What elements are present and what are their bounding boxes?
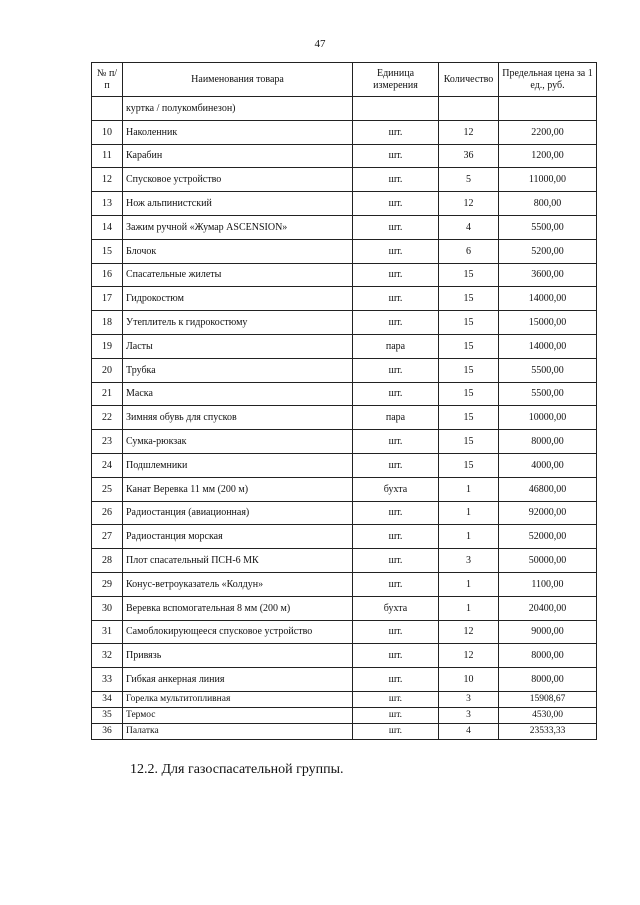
header-price: Предельная цена за 1 ед., руб. [499,63,597,97]
cell-name: Карабин [123,144,353,168]
cell-qty: 36 [439,144,499,168]
cell-qty [439,97,499,121]
cell-qty: 15 [439,453,499,477]
cell-price: 3600,00 [499,263,597,287]
cell-qty: 12 [439,644,499,668]
cell-price: 15000,00 [499,311,597,335]
cell-qty: 15 [439,287,499,311]
cell-price: 1100,00 [499,572,597,596]
cell-num: 17 [92,287,123,311]
cell-num: 14 [92,215,123,239]
header-name: Наименования товара [123,63,353,97]
table-row-continuation [92,97,597,121]
cell-name: Радиостанция (авиационная) [123,501,353,525]
cell-qty: 3 [439,707,499,723]
cell-num: 28 [92,549,123,573]
cell-qty: 15 [439,358,499,382]
cell-unit: шт. [353,382,439,406]
cell-price: 8000,00 [499,644,597,668]
cell-unit: шт. [353,707,439,723]
cell-qty: 15 [439,334,499,358]
cell-num: 22 [92,406,123,430]
table-row [92,382,597,406]
cell-price: 2200,00 [499,120,597,144]
cell-unit: шт. [353,120,439,144]
cell-price: 1200,00 [499,144,597,168]
cell-num: 34 [92,691,123,707]
cell-name: Гидрокостюм [123,287,353,311]
cell-unit: шт. [353,723,439,739]
cell-num: 20 [92,358,123,382]
cell-qty: 12 [439,620,499,644]
cell-unit: шт. [353,453,439,477]
table-row [92,691,597,707]
cell-price: 14000,00 [499,334,597,358]
cell-unit: шт. [353,644,439,668]
table-row [92,406,597,430]
cell-num: 25 [92,477,123,501]
cell-num: 23 [92,430,123,454]
cell-num: 10 [92,120,123,144]
cell-name: Гибкая анкерная линия [123,668,353,692]
cell-unit: пара [353,334,439,358]
cell-qty: 5 [439,168,499,192]
cell-unit: бухта [353,477,439,501]
cell-unit: шт. [353,430,439,454]
cell-num: 27 [92,525,123,549]
cell-name: Зимняя обувь для спусков [123,406,353,430]
cell-name: Канат Веревка 11 мм (200 м) [123,477,353,501]
cell-unit: шт. [353,525,439,549]
cell-num: 35 [92,707,123,723]
cell-num: 16 [92,263,123,287]
cell-num: 33 [92,668,123,692]
cell-unit: шт. [353,168,439,192]
cell-price: 5500,00 [499,358,597,382]
cell-name: Трубка [123,358,353,382]
cell-price [499,97,597,121]
cell-qty: 10 [439,668,499,692]
table-row [92,120,597,144]
section-heading: 12.2. Для газоспасательной группы. [130,762,344,777]
cell-price: 5500,00 [499,382,597,406]
cell-price: 800,00 [499,192,597,216]
cell-price: 8000,00 [499,430,597,454]
cell-name: Горелка мультитопливная [123,691,353,707]
table-row [92,144,597,168]
cell-name: куртка / полукомбинезон) [123,97,353,121]
cell-unit: шт. [353,620,439,644]
cell-price: 46800,00 [499,477,597,501]
cell-num: 30 [92,596,123,620]
cell-price: 8000,00 [499,668,597,692]
cell-name: Сумка-рюкзак [123,430,353,454]
table-row [92,263,597,287]
cell-unit: шт. [353,311,439,335]
table-row [92,644,597,668]
cell-price: 23533,33 [499,723,597,739]
table-row [92,525,597,549]
table-row [92,501,597,525]
table-header-row [92,63,597,97]
cell-name: Термос [123,707,353,723]
cell-unit: шт. [353,358,439,382]
cell-qty: 15 [439,406,499,430]
cell-num: 15 [92,239,123,263]
cell-name: Радиостанция морская [123,525,353,549]
cell-name: Наколенник [123,120,353,144]
cell-name: Веревка вспомогательная 8 мм (200 м) [123,596,353,620]
cell-unit: шт. [353,144,439,168]
table-row [92,477,597,501]
cell-price: 11000,00 [499,168,597,192]
cell-num: 11 [92,144,123,168]
cell-qty: 1 [439,596,499,620]
table-row [92,311,597,335]
header-num: № п/п [92,63,123,97]
cell-price: 10000,00 [499,406,597,430]
table-row [92,596,597,620]
cell-qty: 6 [439,239,499,263]
cell-price: 9000,00 [499,620,597,644]
cell-num: 31 [92,620,123,644]
cell-num [92,97,123,121]
cell-name: Палатка [123,723,353,739]
table-row [92,572,597,596]
cell-name: Подшлемники [123,453,353,477]
header-unit: Единица измерения [353,63,439,97]
cell-name: Плот спасательный ПСН-6 МК [123,549,353,573]
cell-qty: 4 [439,723,499,739]
cell-name: Маска [123,382,353,406]
cell-num: 19 [92,334,123,358]
cell-name: Нож альпинистский [123,192,353,216]
cell-unit: шт. [353,215,439,239]
cell-qty: 3 [439,549,499,573]
cell-num: 12 [92,168,123,192]
cell-num: 32 [92,644,123,668]
table-row [92,620,597,644]
cell-name: Ласты [123,334,353,358]
table-row [92,168,597,192]
cell-unit: шт. [353,239,439,263]
cell-qty: 15 [439,382,499,406]
cell-unit: шт. [353,572,439,596]
cell-num: 21 [92,382,123,406]
cell-unit: шт. [353,668,439,692]
cell-qty: 12 [439,192,499,216]
cell-unit: шт. [353,287,439,311]
table-row [92,239,597,263]
cell-qty: 1 [439,477,499,501]
cell-name: Блочок [123,239,353,263]
cell-price: 92000,00 [499,501,597,525]
cell-name: Зажим ручной «Жумар ASCENSION» [123,215,353,239]
cell-price: 52000,00 [499,525,597,549]
cell-num: 13 [92,192,123,216]
cell-price: 50000,00 [499,549,597,573]
cell-price: 15908,67 [499,691,597,707]
cell-qty: 4 [439,215,499,239]
cell-qty: 1 [439,501,499,525]
table-row [92,334,597,358]
cell-unit: шт. [353,192,439,216]
goods-price-table [91,62,597,740]
table-row [92,215,597,239]
cell-unit [353,97,439,121]
cell-unit: бухта [353,596,439,620]
table-row [92,668,597,692]
table-row [92,358,597,382]
cell-qty: 3 [439,691,499,707]
cell-unit: шт. [353,263,439,287]
cell-num: 24 [92,453,123,477]
table-row [92,707,597,723]
table-row [92,549,597,573]
cell-price: 4530,00 [499,707,597,723]
cell-name: Спасательные жилеты [123,263,353,287]
cell-qty: 15 [439,263,499,287]
table-row [92,430,597,454]
header-qty: Количество [439,63,499,97]
cell-qty: 1 [439,572,499,596]
cell-qty: 12 [439,120,499,144]
table-body [92,97,597,740]
cell-num: 18 [92,311,123,335]
cell-price: 5200,00 [499,239,597,263]
cell-unit: шт. [353,501,439,525]
cell-unit: пара [353,406,439,430]
cell-qty: 15 [439,430,499,454]
table-row [92,192,597,216]
cell-price: 14000,00 [499,287,597,311]
cell-qty: 15 [439,311,499,335]
cell-price: 5500,00 [499,215,597,239]
cell-num: 26 [92,501,123,525]
cell-unit: шт. [353,691,439,707]
page-number: 47 [314,38,326,50]
table-row [92,723,597,739]
cell-num: 29 [92,572,123,596]
cell-name: Самоблокирующееся спусковое устройство [123,620,353,644]
cell-num: 36 [92,723,123,739]
cell-name: Привязь [123,644,353,668]
cell-name: Утеплитель к гидрокостюму [123,311,353,335]
cell-price: 4000,00 [499,453,597,477]
table-row [92,453,597,477]
cell-name: Конус-ветроуказатель «Колдун» [123,572,353,596]
cell-unit: шт. [353,549,439,573]
table-row [92,287,597,311]
cell-price: 20400,00 [499,596,597,620]
cell-name: Спусковое устройство [123,168,353,192]
cell-qty: 1 [439,525,499,549]
